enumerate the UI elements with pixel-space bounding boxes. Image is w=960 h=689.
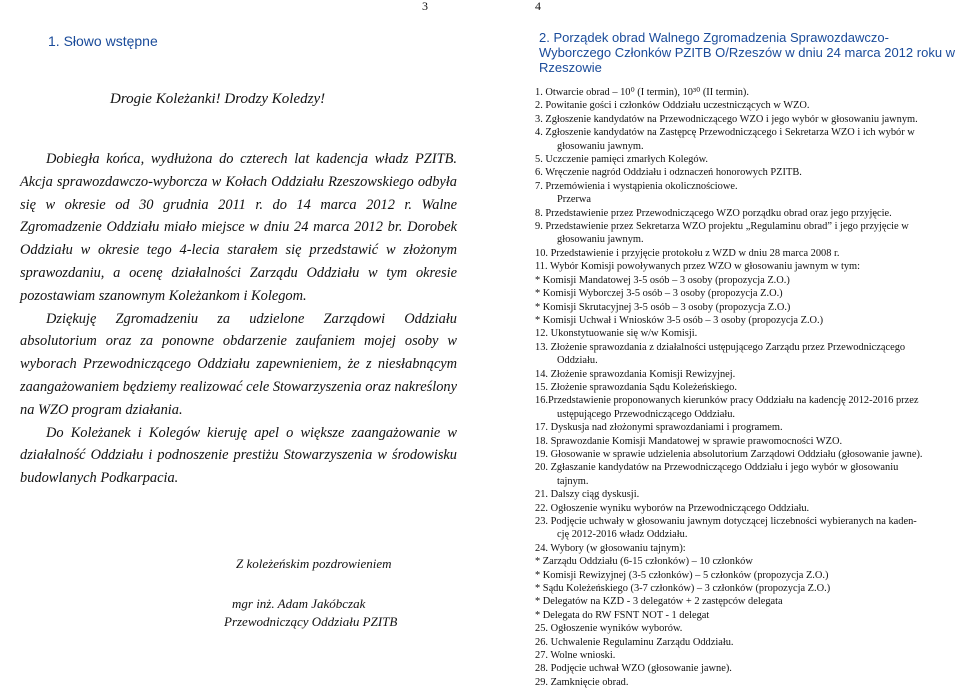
agenda-item: ustępującego Przewodniczącego Oddziału. [557, 408, 736, 420]
agenda-item: Przerwa [557, 194, 592, 206]
agenda-item: * Zarządu Oddziału (6-15 członków) – 10 członków [535, 556, 753, 568]
agenda-item: * Komisji Rewizyjnej (3-5 członków) – 5 członków (propozycja Z.O.) [535, 569, 829, 581]
agenda-item: głosowaniu jawnym. [557, 140, 644, 152]
agenda-item: 12. Ukonstytuowanie się w/w Komisji. [535, 328, 698, 340]
agenda-item: 25. Ogłoszenie wyników wyborów. [535, 623, 683, 635]
page-number-left: 3 [422, 0, 428, 13]
agenda-item: * Sądu Koleżeńskiego (3-7 członków) – 3 członków (propozycja Z.O.) [535, 583, 831, 595]
paragraph: Dobiegła końca, wydłużona do czterech lat kadencja władz PZITB. Akcja sprawozdawczo-wyborcza w Kołach Oddziału Rzeszowskiego odbyła się w okresie od 30 grudnia 2011 r. do 14 marca 2012 r. Walne Zgromadzenie Oddziału miało miejsce w dniu 24 marca 2012 br. Dorobek Oddziału w okresie tego 4-lecia starałem się przedstawić w złożonym sprawozdaniu, a ocenę działalności Zarządu Oddziału w tym okresie pozostawiam szanownym Koleżankom i Kolegom. [20, 151, 457, 304]
right-page [505, 0, 960, 688]
agenda-item: 17. Dyskusja nad złożonymi sprawozdaniami i programem. [535, 422, 783, 434]
agenda-item: 28. Podjęcie uchwał WZO (głosowanie jawne). [535, 663, 732, 675]
agenda-item: 18. Sprawozdanie Komisji Mandatowej w sprawie prawomocności WZO. [535, 435, 843, 447]
agenda-item: głosowaniu jawnym. [557, 234, 644, 246]
foreword-text [20, 148, 457, 490]
agenda-item: 13. Złożenie sprawozdania z działalności ustępującego Zarządu przez Przewodniczącego [535, 341, 906, 353]
agenda-list [535, 86, 960, 689]
paragraph: Do Koleżanek i Kolegów kieruję apel o większe zaangażowanie w działalność Oddziału i podnoszenie prestiżu Stowarzyszenia w środowisku budowlanych Podkarpacia. [20, 424, 457, 487]
agenda-item: 19. Głosowanie w sprawie udzielenia absolutorium Zarządowi Oddziału (głosowanie jawne). [535, 448, 923, 460]
agenda-item: * Komisji Wyborczej 3-5 osób – 3 osoby (propozycja Z.O.) [535, 288, 783, 300]
agenda-item: * Delegata do RW FSNT NOT - 1 delegat [535, 609, 710, 621]
agenda-item: Oddziału. [557, 355, 598, 367]
left-page [0, 0, 462, 678]
agenda-item: 26. Uchwalenie Regulaminu Zarządu Oddziału. [535, 636, 734, 648]
agenda-item: * Delegatów na KZD - 3 delegatów + 2 zastępców delegata [535, 596, 783, 608]
agenda-item: 22. Ogłoszenie wyniku wyborów na Przewodniczącego Oddziału. [535, 502, 810, 514]
agenda-item: 5. Uczczenie pamięci zmarłych Kolegów. [535, 154, 708, 166]
agenda-item: 29. Zamknięcie obrad. [535, 676, 629, 688]
signature-role: Przewodniczący Oddziału PZITB [224, 614, 398, 629]
agenda-item: 3. Zgłoszenie kandydatów na Przewodniczącego WZO i jego wybór w głosowaniu jawnym. [535, 113, 918, 125]
agenda-item: 23. Podjęcie uchwały w głosowaniu jawnym dotyczącej liczebności wybieranych na kaden- [535, 516, 917, 527]
agenda-item: 2. Powitanie gości i członków Oddziału uczestniczących w WZO. [535, 100, 810, 112]
agenda-item: * Komisji Uchwał i Wniosków 3-5 osób – 3 osoby (propozycja Z.O.) [535, 314, 824, 326]
closing: Z koleżeńskim pozdrowieniem [236, 556, 392, 571]
agenda-item: 7. Przemówienia i wystąpienia okolicznościowe. [535, 180, 738, 192]
section-title: 1. Słowo wstępne [48, 33, 158, 49]
agenda-item: 10. Przedstawienie i przyjęcie protokołu z WZD w dniu 28 marca 2008 r. [535, 247, 840, 259]
page-number-right: 4 [535, 0, 541, 13]
agenda-item: tajnym. [557, 475, 589, 487]
agenda-item: 14. Złożenie sprawozdania Komisji Rewizyjnej. [535, 368, 736, 380]
agenda-item: 8. Przedstawienie przez Przewodniczącego WZO porządku obrad oraz jego przyjęcie. [535, 207, 892, 219]
agenda-item: 6. Wręczenie nagród Oddziału i odznaczeń honorowych PZITB. [535, 167, 802, 179]
agenda-item: 9. Przedstawienie przez Sekretarza WZO projektu „Regulaminu obrad” i jego przyjęcie w [535, 221, 909, 233]
agenda-item: 11. Wybór Komisji powoływanych przez WZO w głosowaniu jawnym w tym: [535, 261, 860, 273]
agenda-item: 16.Przedstawienie proponowanych kierunków pracy Oddziału na kadencję 2012-2016 przez [535, 395, 919, 407]
agenda-item: 21. Dalszy ciąg dyskusji. [535, 489, 640, 501]
signature-name: mgr inż. Adam Jakóbczak [232, 596, 366, 611]
agenda-item: 15. Złożenie sprawozdania Sądu Koleżeńskiego. [535, 381, 737, 393]
agenda-item: 20. Zgłaszanie kandydatów na Przewodniczącego Oddziału i jego wybór w głosowaniu [535, 462, 899, 474]
agenda-item: * Komisji Mandatowej 3-5 osób – 3 osoby (propozycja Z.O.) [535, 274, 790, 286]
agenda-title: 2. Porządek obrad Walnego Zgromadzenia Sprawozdawczo-Wyborczego Członków PZITB O/Rzeszów w dniu 24 marca 2012 roku w Rzeszowie [539, 30, 956, 75]
agenda-item: 24. Wybory (w głosowaniu tajnym): [535, 542, 686, 554]
agenda-item: 4. Zgłoszenie kandydatów na Zastępcę Przewodniczącego i Sekretarza WZO i ich wybór w [535, 127, 915, 139]
agenda-item: 1. Otwarcie obrad – 10⁰ (I termin), 10³⁰ (II termin). [535, 87, 749, 98]
salutation: Drogie Koleżanki! Drodzy Koledzy! [110, 91, 326, 107]
paragraph: Dziękuję Zgromadzeniu za udzielone Zarządowi Oddziału absolutorium oraz za ponowne obdarzenie zaufaniem mojej osoby w wyborach Przewodniczącego Oddziału zapewnieniem, że z niesłabnącym zaangażowaniem będziemy realizować cele Stowarzyszenia oraz nakreślony na WZO program działania. [20, 310, 457, 418]
agenda-item: cję 2012-2016 władz Oddziału. [557, 529, 688, 541]
agenda-item: * Komisji Skrutacyjnej 3-5 osób – 3 osoby (propozycja Z.O.) [535, 301, 791, 313]
agenda-item: 27. Wolne wnioski. [535, 650, 616, 662]
